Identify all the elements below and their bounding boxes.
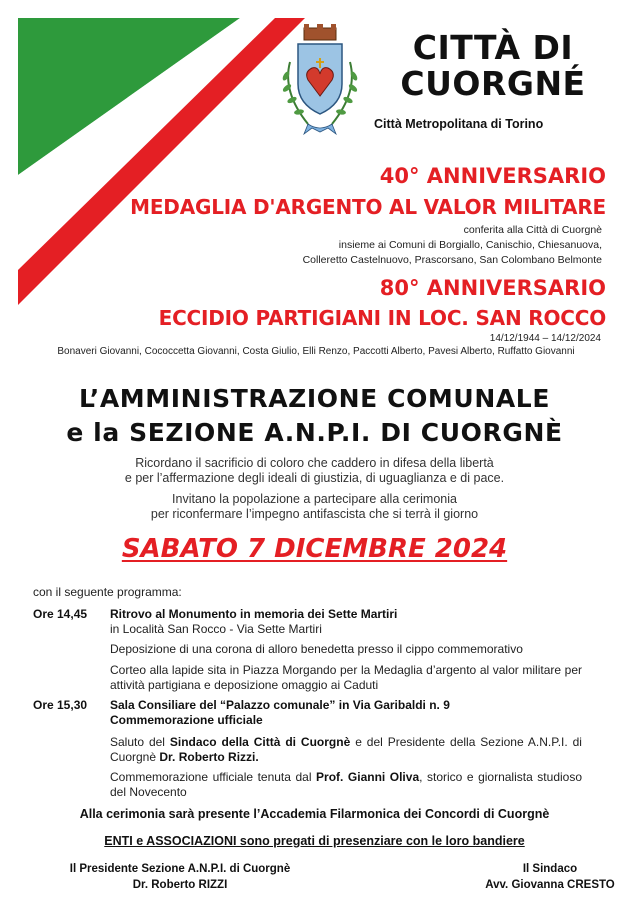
admin-heading-line1: L’AMMINISTRAZIONE COMUNALE [78,384,550,413]
admin-heading-line2: e la SEZIONE A.N.P.I. DI CUORGNÈ [66,418,563,447]
program-time-1: Ore 14,45 [33,607,88,621]
signature-name: Avv. Giovanna CRESTO [485,879,615,891]
note-line: conferita alla Città di Cuorgnè [463,224,602,236]
intro-paragraph-2 [0,492,629,522]
commemoration-text: , storico e giornalista studioso del Novecento [110,770,583,799]
city-title-line2: CUORGNÉ [400,64,586,103]
mayor-mention: Sindaco della Città di Cuorgnè [169,735,351,749]
city-title [378,30,608,102]
anniversary-40-note [303,223,602,268]
note-line: insieme ai Comuni di Borgiallo, Canischio, Chiesanuova, [338,239,602,251]
program-block1-location: in Località San Rocco - Via Sette Martiri [110,622,322,636]
event-date: SABATO 7 DICEMBRE 2024 [121,534,508,564]
signature-name: Dr. Roberto RIZZI [132,879,228,891]
greeting-text: e del Presidente della Sezione A.N.P.I. di Cuorgnè [110,735,582,764]
intro-paragraph-1 [0,456,629,486]
commemoration-text: Commemorazione ufficiale tenuta dal [110,770,317,784]
anniversary-80-title: 80° ANNIVERSARIO [379,276,606,300]
signature-role: Il Presidente Sezione A.N.P.I. di Cuorgnè [69,863,291,875]
signature-president [50,861,310,893]
program-block1-item2: Corteo alla lapide sita in Piazza Morgando per la Medaglia d’argento al valor militare per attività partigiana e deposizione omaggio ai Caduti [110,663,582,692]
tricolor-ribbon [0,0,310,310]
program-block2-title-line1: Sala Consiliare del “Palazzo comunale” in Via Garibaldi n. 9 [110,698,450,712]
program-block2-header [110,698,582,728]
greeting-text: Saluto del [110,735,170,749]
signature-mayor [470,861,629,893]
program-time-2: Ore 15,30 [33,698,88,712]
president-mention: Dr. Roberto Rizzi. [159,750,259,764]
program-block2-commemoration [110,770,582,800]
closing-line-1: Alla cerimonia sarà presente l’Accademia Filarmonica dei Concordi di Cuorgnè [79,807,550,821]
anniversary-40-subtitle: MEDAGLIA D'ARGENTO AL VALOR MILITARE [130,195,606,219]
metro-subtitle: Città Metropolitana di Torino [374,117,544,131]
program-block2-title-line2: Commemorazione ufficiale [110,713,263,727]
partisan-names: Bonaveri Giovanni, Cococcetta Giovanni, Costa Giulio, Elli Renzo, Paccotti Alberto, Pavesi Alberto, Ruffatto Giovanni [57,346,575,357]
program-intro: con il seguente programma: [33,585,182,599]
anniversary-40-title: 40° ANNIVERSARIO [379,164,606,188]
anniversary-80-subtitle: ECCIDIO PARTIGIANI IN LOC. SAN ROCCO [158,306,606,330]
intro-line: Ricordano il sacrificio di coloro che caddero in difesa della libertà [135,456,494,470]
speaker-mention: Prof. Gianni Oliva [316,770,420,784]
intro-line: per riconfermare l’impegno antifascista che si terrà il giorno [150,507,479,521]
signature-role: Il Sindaco [522,863,578,875]
anniversary-80-dates: 14/12/1944 – 14/12/2024 [489,333,601,344]
intro-line: Invitano la popolazione a partecipare alla cerimonia [172,492,457,506]
intro-line: e per l’affermazione degli ideali di giustizia, di uguaglianza e di pace. [124,471,505,485]
program-block1-item1: Deposizione di una corona di alloro benedetta presso il cippo commemorativo [110,642,523,656]
city-crest-icon [272,22,368,138]
program-block2-greeting [110,735,582,765]
program-block1-title: Ritrovo al Monumento in memoria dei Sette Martiri [110,607,398,621]
program-block1-header [110,607,582,637]
note-line: Colleretto Castelnuovo, Prascorsano, San Colombano Belmonte [302,254,602,266]
city-title-line1: CITTÀ DI [412,28,574,67]
closing-line-2: ENTI e ASSOCIAZIONI sono pregati di presenziare con le loro bandiere [104,834,525,848]
